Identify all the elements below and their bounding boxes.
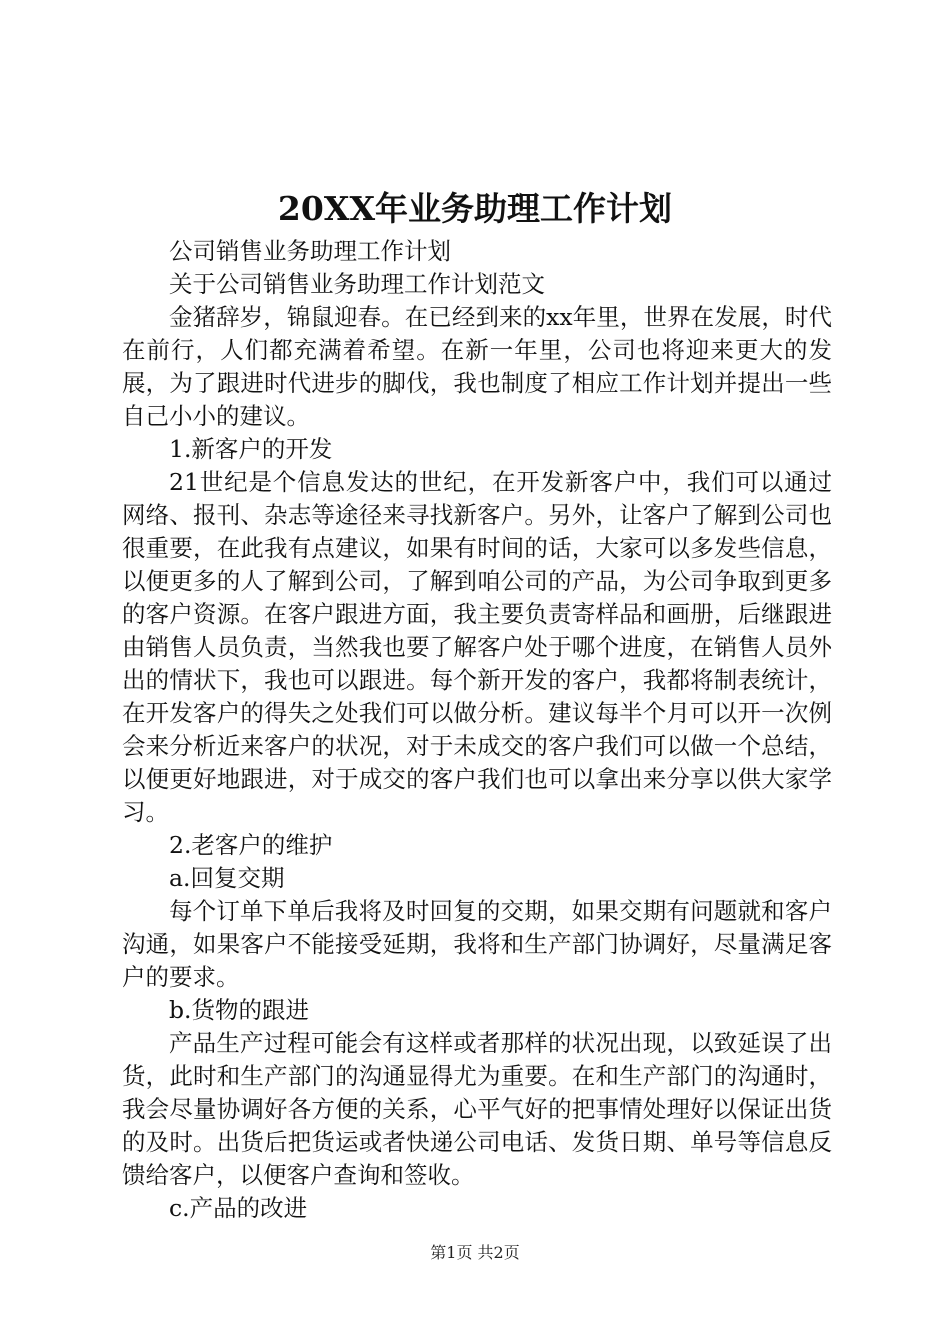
paragraph: 金猪辞岁，锦鼠迎春。在已经到来的xx年里，世界在发展，时代在前行，人们都充满着希望。在新一年里，公司也将迎来更大的发展，为了跟进时代进步的脚伐，我也制度了相应工作计划并提出一些自己小小的建议。 [122, 303, 832, 430]
paragraph: 产品生产过程可能会有这样或者那样的状况出现，以致延误了出货，此时和生产部门的沟通显得尤为重要。在和生产部门的沟通时，我会尽量协调好各方便的关系，心平气好的把事情处理好以保证出货的及时。出货后把货运或者快递公司电话、发货日期、单号等信息反馈给客户，以便客户查询和签收。 [122, 1029, 832, 1189]
subsection-heading: a.回复交期 [169, 864, 285, 892]
paragraph: 关于公司销售业务助理工作计划范文 [169, 270, 545, 298]
section-heading: 1.新客户的开发 [169, 435, 333, 463]
document-title: 20XX年业务助理工作计划 [277, 189, 673, 228]
paragraph: 每个订单下单后我将及时回复的交期，如果交期有问题就和客户沟通，如果客户不能接受延期，我将和生产部门协调好，尽量满足客户的要求。 [122, 897, 832, 991]
paragraph: 21世纪是个信息发达的世纪，在开发新客户中，我们可以通过网络、报刊、杂志等途径来寻找新客户。另外，让客户了解到公司也很重要，在此我有点建议，如果有时间的话，大家可以多发些信息，以便更多的人了解到公司，了解到咱公司的产品，为公司争取到更多的客户资源。在客户跟进方面，我主要负责寄样品和画册，后继跟进由销售人员负责，当然我也要了解客户处于哪个进度，在销售人员外出的情状下，我也可以跟进。每个新开发的客户，我都将制表统计，在开发客户的得失之处我们可以做分析。建议每半个月可以开一次例会来分析近来客户的状况，对于未成交的客户我们可以做一个总结，以便更好地跟进，对于成交的客户我们也可以拿出来分享以供大家学习。 [122, 468, 832, 826]
subsection-heading: b.货物的跟进 [169, 996, 310, 1024]
subsection-heading: c.产品的改进 [169, 1194, 308, 1222]
section-heading: 2.老客户的维护 [169, 831, 333, 859]
paragraph: 公司销售业务助理工作计划 [169, 237, 451, 265]
document-body [122, 235, 832, 1225]
page-footer: 第1页 共2页 [430, 1243, 520, 1262]
